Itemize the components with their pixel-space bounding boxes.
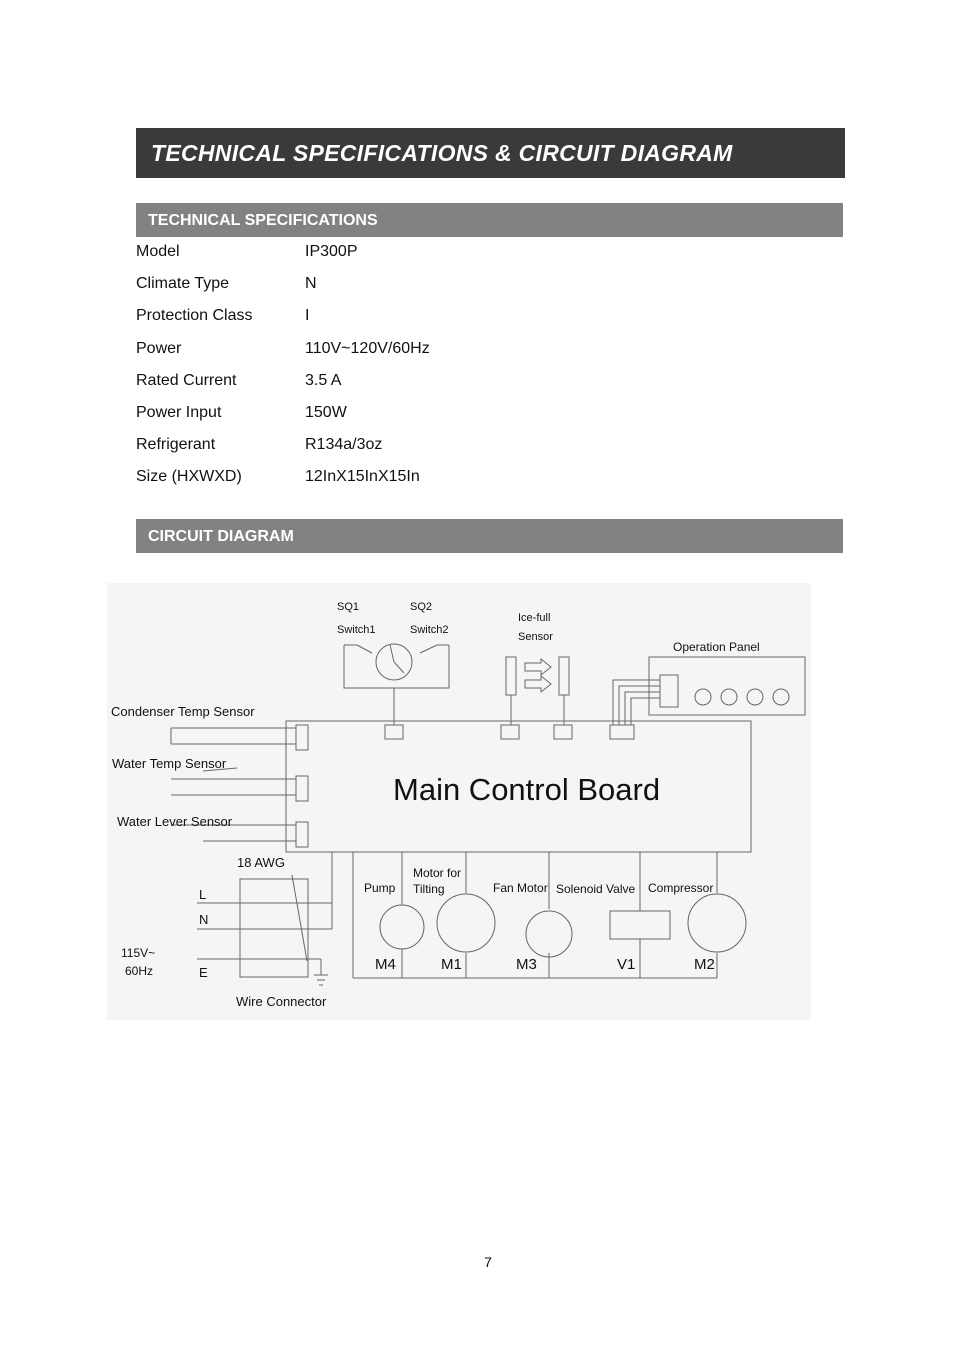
spec-value: 12InX15InX15In bbox=[305, 468, 420, 486]
spec-label: Rated Current bbox=[136, 371, 237, 389]
ice-sensor-label: Sensor bbox=[518, 631, 553, 643]
spec-value: 110V~120V/60Hz bbox=[305, 339, 430, 357]
circuit-heading: CIRCUIT DIAGRAM bbox=[148, 528, 294, 545]
line-l-label: L bbox=[199, 887, 207, 902]
spec-value: I bbox=[305, 307, 310, 325]
spec-table bbox=[136, 236, 430, 494]
spec-value: R134a/3oz bbox=[305, 436, 383, 454]
m1-label: M1 bbox=[441, 956, 462, 973]
spec-row bbox=[136, 397, 430, 429]
switch2-label: Switch2 bbox=[410, 624, 449, 636]
spec-value: 150W bbox=[305, 404, 347, 422]
m4-label: M4 bbox=[375, 956, 396, 973]
spec-value: IP300P bbox=[305, 243, 358, 261]
operation-panel-label: Operation Panel bbox=[673, 640, 760, 654]
awg-label: 18 AWG bbox=[237, 855, 285, 870]
spec-row bbox=[136, 300, 430, 332]
wire-connector-label: Wire Connector bbox=[236, 994, 327, 1009]
voltage-label: 115V~ bbox=[121, 946, 156, 960]
spec-row bbox=[136, 365, 430, 397]
line-n-label: N bbox=[199, 912, 209, 927]
line-e-label: E bbox=[199, 965, 208, 980]
spec-label: Size (HXWXD) bbox=[136, 468, 242, 486]
specs-section-header bbox=[136, 203, 843, 237]
page-title-bar bbox=[136, 128, 845, 178]
spec-row bbox=[136, 268, 430, 300]
specs-heading: TECHNICAL SPECIFICATIONS bbox=[148, 212, 378, 229]
page-title: TECHNICAL SPECIFICATIONS & CIRCUIT DIAGRAM bbox=[151, 140, 733, 166]
compressor-label: Compressor bbox=[648, 881, 714, 895]
spec-row bbox=[136, 429, 430, 461]
spec-label: Refrigerant bbox=[136, 436, 216, 454]
motor-tilting-label-2: Tilting bbox=[413, 882, 445, 896]
circuit-section-header bbox=[136, 519, 843, 553]
pump-label: Pump bbox=[364, 881, 396, 895]
water-temp-sensor-label: Water Temp Sensor bbox=[112, 756, 227, 771]
sq2-label: SQ2 bbox=[410, 601, 433, 613]
spec-row bbox=[136, 333, 430, 365]
spec-value: N bbox=[305, 275, 317, 293]
fan-motor-label: Fan Motor bbox=[493, 881, 548, 895]
spec-label: Power Input bbox=[136, 404, 222, 422]
spec-label: Climate Type bbox=[136, 275, 230, 293]
m3-label: M3 bbox=[516, 956, 537, 973]
page-number: 7 bbox=[484, 1254, 492, 1270]
spec-label: Power bbox=[136, 339, 182, 357]
spec-row bbox=[136, 236, 430, 268]
frequency-label: 60Hz bbox=[125, 964, 154, 978]
water-level-sensor-label: Water Lever Sensor bbox=[117, 814, 233, 829]
spec-value: 3.5 A bbox=[305, 371, 342, 389]
m2-label: M2 bbox=[694, 956, 715, 973]
main-board-label: Main Control Board bbox=[393, 772, 661, 807]
switch1-label: Switch1 bbox=[337, 624, 376, 636]
circuit-diagram bbox=[107, 583, 811, 1020]
spec-label: Protection Class bbox=[136, 307, 253, 325]
ice-full-label: Ice-full bbox=[518, 612, 551, 624]
spec-row bbox=[136, 461, 430, 493]
condenser-sensor-label: Condenser Temp Sensor bbox=[111, 704, 255, 719]
solenoid-valve-label: Solenoid Valve bbox=[556, 882, 636, 896]
spec-label: Model bbox=[136, 243, 180, 261]
sq1-label: SQ1 bbox=[337, 601, 360, 613]
v1-label: V1 bbox=[617, 956, 636, 973]
motor-tilting-label-1: Motor for bbox=[413, 866, 462, 880]
